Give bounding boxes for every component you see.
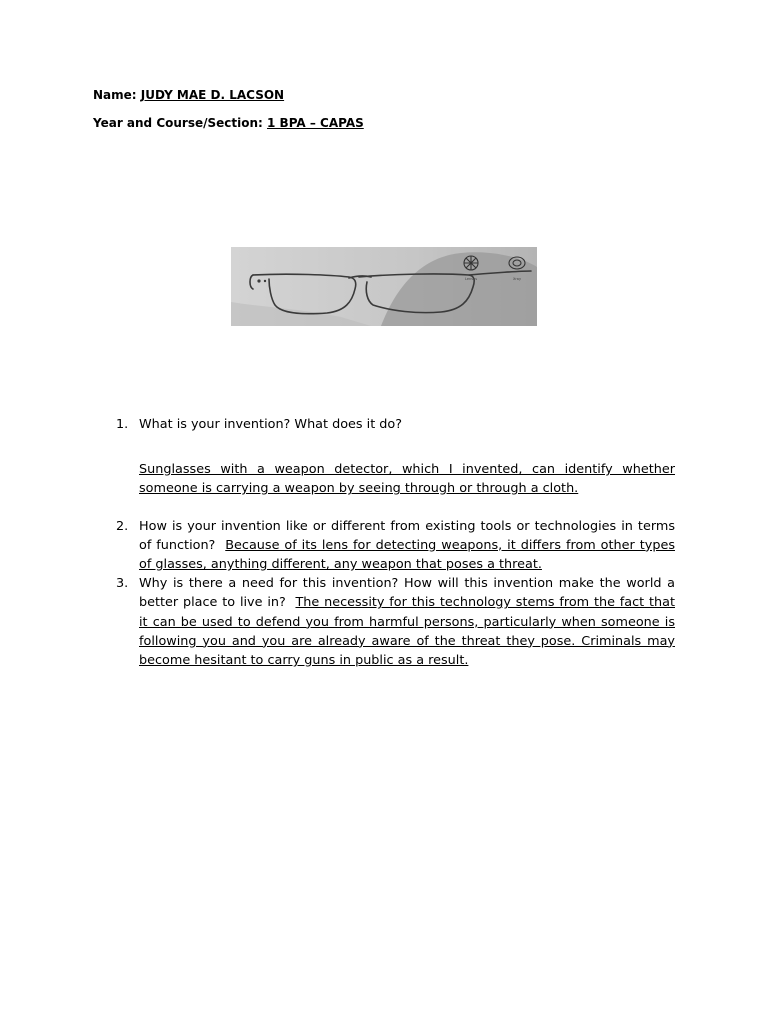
answer-text: The necessity for this technology stems from the fact that it can be used to defend you from harmful persons, particularly when someone is following you and you are already aware of the threat they pose. Criminals may become hesitant to carry guns in public as a result. bbox=[139, 595, 675, 669]
question-text: Why is there a need for this invention? How will this invention make the world a better place to live in? bbox=[139, 576, 675, 611]
course-value: 1 BPA – CAPAS bbox=[267, 116, 364, 130]
answer-text: Sunglasses with a weapon detector, which I invented, can identify whether someone is carrying a weapon by seeing through or through a cloth. bbox=[139, 462, 675, 497]
question-list bbox=[116, 415, 675, 670]
question-text: What is your invention? What does it do? bbox=[139, 417, 403, 432]
question-number: 3. bbox=[116, 576, 129, 592]
lens-icon bbox=[464, 256, 478, 270]
glasses-sketch bbox=[231, 247, 537, 326]
name-value: JUDY MAE D. LACSON bbox=[140, 88, 285, 102]
question-item-1 bbox=[116, 415, 675, 499]
question-text: How is your invention like or different from existing tools or technologies in terms of function? bbox=[139, 518, 675, 553]
lens-icon-label: Lenses bbox=[464, 277, 478, 281]
xray-icon-label: Xray bbox=[512, 277, 522, 281]
question-number: 1. bbox=[116, 417, 129, 432]
question-number: 2. bbox=[116, 518, 129, 534]
question-item-2 bbox=[116, 517, 675, 575]
course-label: Year and Course/Section: bbox=[93, 116, 268, 130]
name-line bbox=[93, 88, 284, 102]
invention-sketch-image bbox=[231, 247, 537, 326]
answer-text: Because of its lens for detecting weapons, it differs from other types of glasses, anything different, any weapon that poses a threat. bbox=[139, 537, 675, 573]
name-label: Name: bbox=[93, 88, 141, 102]
question-item-3 bbox=[116, 574, 675, 670]
course-line bbox=[93, 116, 364, 130]
